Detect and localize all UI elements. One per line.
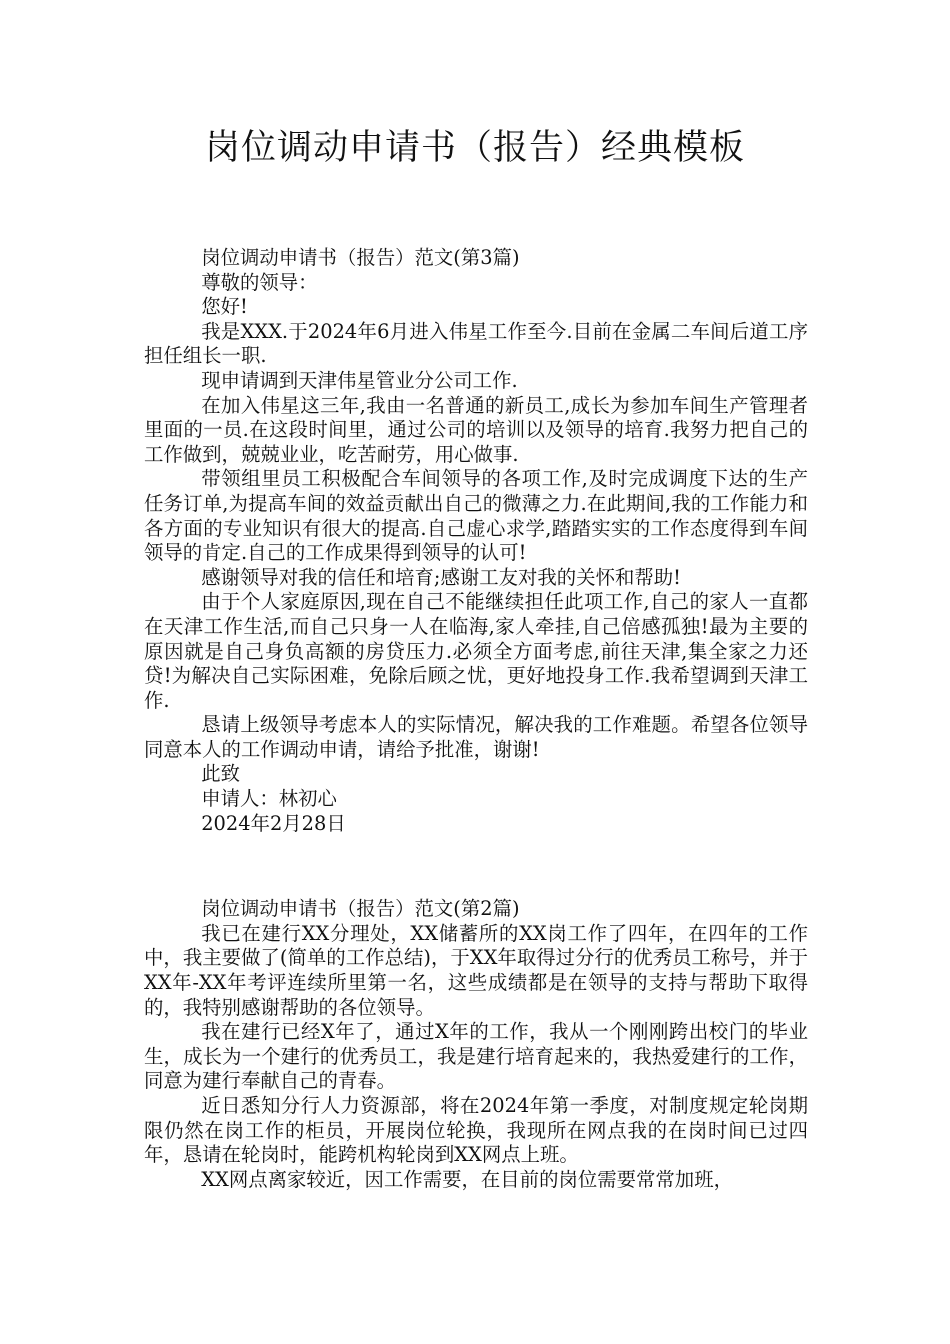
section-2 [144,897,808,1192]
applicant-signature: 申请人：林初心 [201,787,337,811]
paragraph: 由于个人家庭原因,现在自己不能继续担任此项工作,自己的家人一直都在天津工作生活,而自己只身一人在临海,家人牵挂,自己倍感孤独!最为主要的原因就是自己身负高额的房贷压力.必须全方面考虑,前往天津,集全家之力还贷!为解决自己实际困难，免除后顾之忧，更好地投身工作.我希望调到天津工作. [144,590,808,712]
salutation: 尊敬的领导： [201,270,318,294]
closing: 此致 [201,762,240,786]
paragraph: 我在建行已经X年了，通过X年的工作，我从一个刚刚跨出校门的毕业生，成长为一个建行的优秀员工，我是建行培育起来的，我热爱建行的工作，同意为建行奉献自己的青春。 [144,1020,808,1093]
paragraph: 在加入伟星这三年,我由一名普通的新员工,成长为参加车间生产管理者里面的一员.在这段时间里，通过公司的培训以及领导的培育.我努力把自己的工作做到，兢兢业业，吃苦耐劳，用心做事. [144,393,808,466]
paragraph: 恳请上级领导考虑本人的实际情况，解决我的工作难题。希望各位领导同意本人的工作调动申请，请给予批准，谢谢! [144,713,808,761]
paragraph: 带领组里员工积极配合车间领导的各项工作,及时完成调度下达的生产任务订单,为提高车间的效益贡献出自己的微薄之力.在此期间,我的工作能力和各方面的专业知识有很大的提高.自己虚心求学,踏踏实实的工作态度得到车间领导的肯定.自己的工作成果得到领导的认可! [144,467,808,565]
greeting: 您好! [201,295,248,319]
paragraph: 我是XXX.于2024年6月进入伟星工作至今.目前在金属二车间后道工序担任组长一职. [144,319,808,368]
paragraph: 现申请调到天津伟星管业分公司工作. [201,368,518,392]
paragraph: 感谢领导对我的信任和培育;感谢工友对我的关怀和帮助! [201,565,681,589]
section-spacer [144,836,808,897]
paragraph: 我已在建行XX分理处，XX储蓄所的XX岗工作了四年，在四年的工作中，我主要做了(简单的工作总结)，于XX年取得过分行的优秀员工称号，并于XX年-XX年考评连续所里第一名，这些成绩都是在领导的支持与帮助下取得的，我特别感谢帮助的各位领导。 [144,921,808,1019]
document-title: 岗位调动申请书（报告）经典模板 [204,128,745,168]
section-3 [144,246,808,836]
section-heading: 岗位调动申请书（报告）范文(第3篇) [201,246,520,269]
date: 2024年2月28日 [201,811,346,835]
section-heading: 岗位调动申请书（报告）范文(第2篇) [201,897,520,921]
paragraph: XX网点离家较近，因工作需要，在目前的岗位需要常常加班， [201,1167,733,1191]
document-body [144,246,808,1192]
paragraph: 近日悉知分行人力资源部，将在2024年第一季度，对制度规定轮岗期限仍然在岗工作的柜员，开展岗位轮换，我现所在网点我的在岗时间已过四年，恳请在轮岗时，能跨机构轮岗到XX网点上班。 [144,1094,808,1167]
